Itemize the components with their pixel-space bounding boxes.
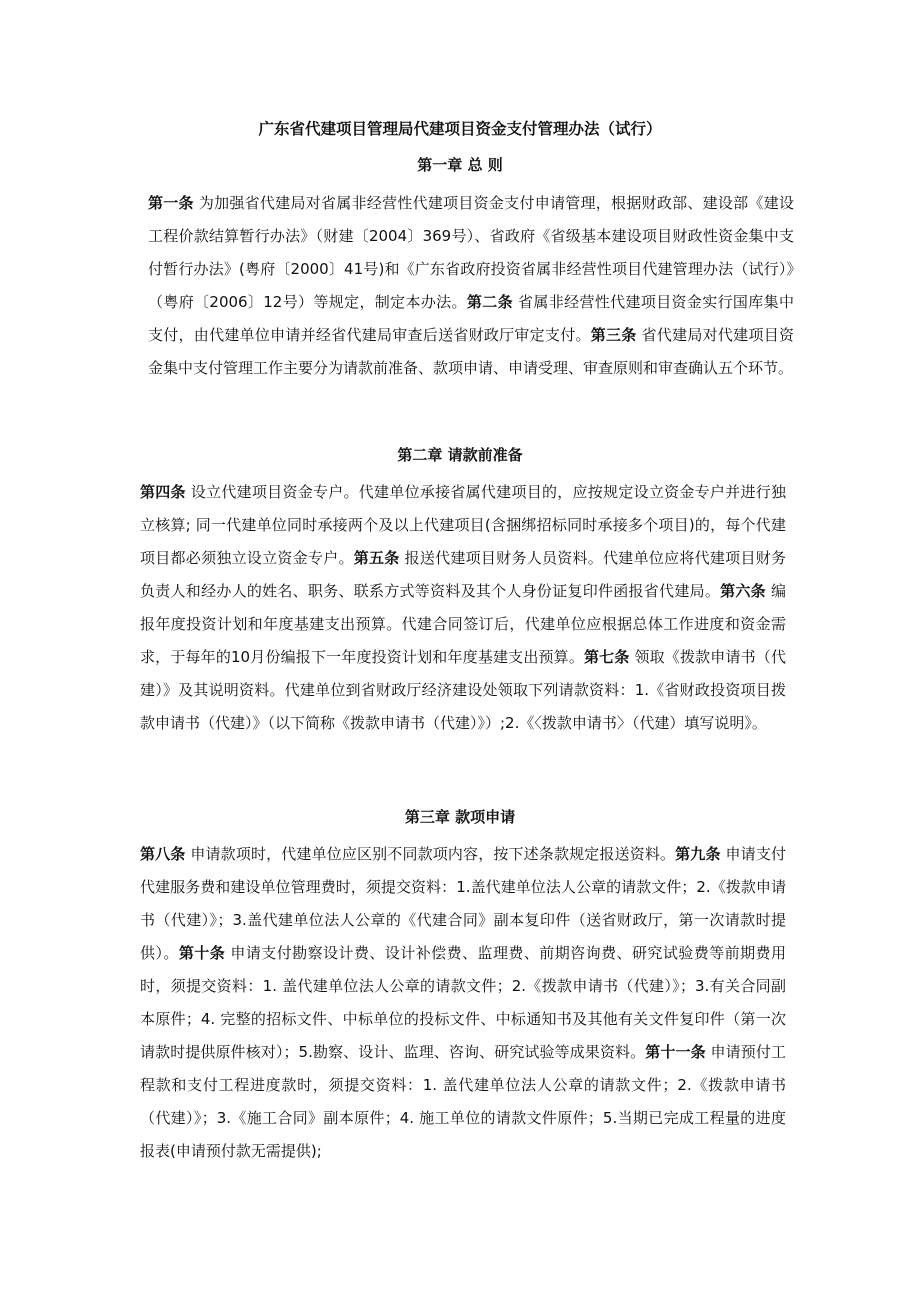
article-text: 申请支付勘察设计费、设计补偿费、监理费、前期咨询费、研究试验费等前期费用时，须提交资料：1. 盖代建单位法人公章的请款文件；2.《拨款申请书（代建）》；3.有关合同副本原件；4. 完整的招标文件、中标单位的投标文件、中标通知书及其他有关文件复印件（第一次请款时提供原件核对）；5.勘察、设计、监理、咨询、研究试验等成果资料。 [140,944,786,1061]
document-title: 广东省代建项目管理局代建项目资金支付管理办法（试行） [258,120,662,138]
article-label: 第二条 [466,293,513,311]
article-text: 为加强省代建局对省属非经营性代建项目资金支付申请管理，根据财政部、建设部《建设工程价款结算暂行办法》（财建〔2004〕369号）、省政府《省级基本建设项目财政性资金集中支付暂行办法》(粤府〔2000〕41号)和《广东省政府投资省属非经营性项目代建管理办法（试行）》（粤府〔2006〕12号）等规定，制定本办法。 [148,194,794,311]
chapter2-paragraph [140,476,786,740]
article-label: 第十一条 [645,1043,706,1061]
article-text: 省代建局对代建项目资金集中支付管理工作主要分为请款前准备、款项申请、申请受理、审查原则和审查确认五个环节。 [148,326,794,377]
chapter-heading-2: 第二章 请款前准备 [397,446,523,464]
chapter-heading-1: 第一章 总 则 [417,156,503,174]
article-label: 第七条 [584,648,630,666]
article-label: 第六条 [720,582,766,600]
article-label: 第三条 [590,326,637,344]
article-label: 第一条 [148,194,194,212]
article-text: 编报年度投资计划和年度基建支出预算。代建合同签订后，代建单位应根据总体工作进度和资金需求，于每年的10月份编报下一年度投资计划和年度基建支出预算。 [140,582,786,666]
article-text: 省属非经营性代建项目资金实行国库集中支付，由代建单位申请并经省代建局审查后送省财政厅审定支付。 [148,293,794,344]
article-text: 领取《拨款申请书（代建）》及其说明资料。代建单位到省财政厅经济建设处领取下列请款资料：1.《省财政投资项目拨款申请书（代建）》（以下简称《拨款申请书（代建）》）;2.《〈拨款申请书〉（代建）填写说明》。 [140,648,786,732]
article-label: 第五条 [353,549,400,567]
article-text: 申请款项时，代建单位应区别不同款项内容，按下述条款规定报送资料。 [185,845,676,863]
chapter3-paragraph [140,838,786,1168]
article-text: 申请支付代建服务费和建设单位管理费时，须提交资料：1.盖代建单位法人公章的请款文件；2.《拨款申请书（代建）》；3.盖代建单位法人公章的《代建合同》副本复印件（送省财政厅，第一次请款时提供）。 [140,845,786,962]
article-label: 第四条 [140,483,186,501]
chapter1-paragraph [140,187,794,385]
article-label: 第九条 [675,845,721,863]
article-text: 报送代建项目财务人员资料。代建单位应将代建项目财务负责人和经办人的姓名、职务、联系方式等资料及其个人身份证复印件函报省代建局。 [140,549,786,600]
chapter-heading-3: 第三章 款项申请 [404,808,516,826]
article-label: 第十条 [178,944,226,962]
article-text: 设立代建项目资金专户。代建单位承接省属代建项目的，应按规定设立资金专户并进行独立核算; 同一代建单位同时承接两个及以上代建项目(含捆绑招标同时承接多个项目)的，每个代建项目都必须独立设立资金专户。 [140,483,786,567]
article-label: 第八条 [140,845,186,863]
article-text: 申请预付工程款和支付工程进度款时，须提交资料：1. 盖代建单位法人公章的请款文件；2.《拨款申请书（代建）》；3.《施工合同》副本原件；4. 施工单位的请款文件原件；5.当期已完成工程量的进度报表(申请预付款无需提供); [140,1043,786,1160]
